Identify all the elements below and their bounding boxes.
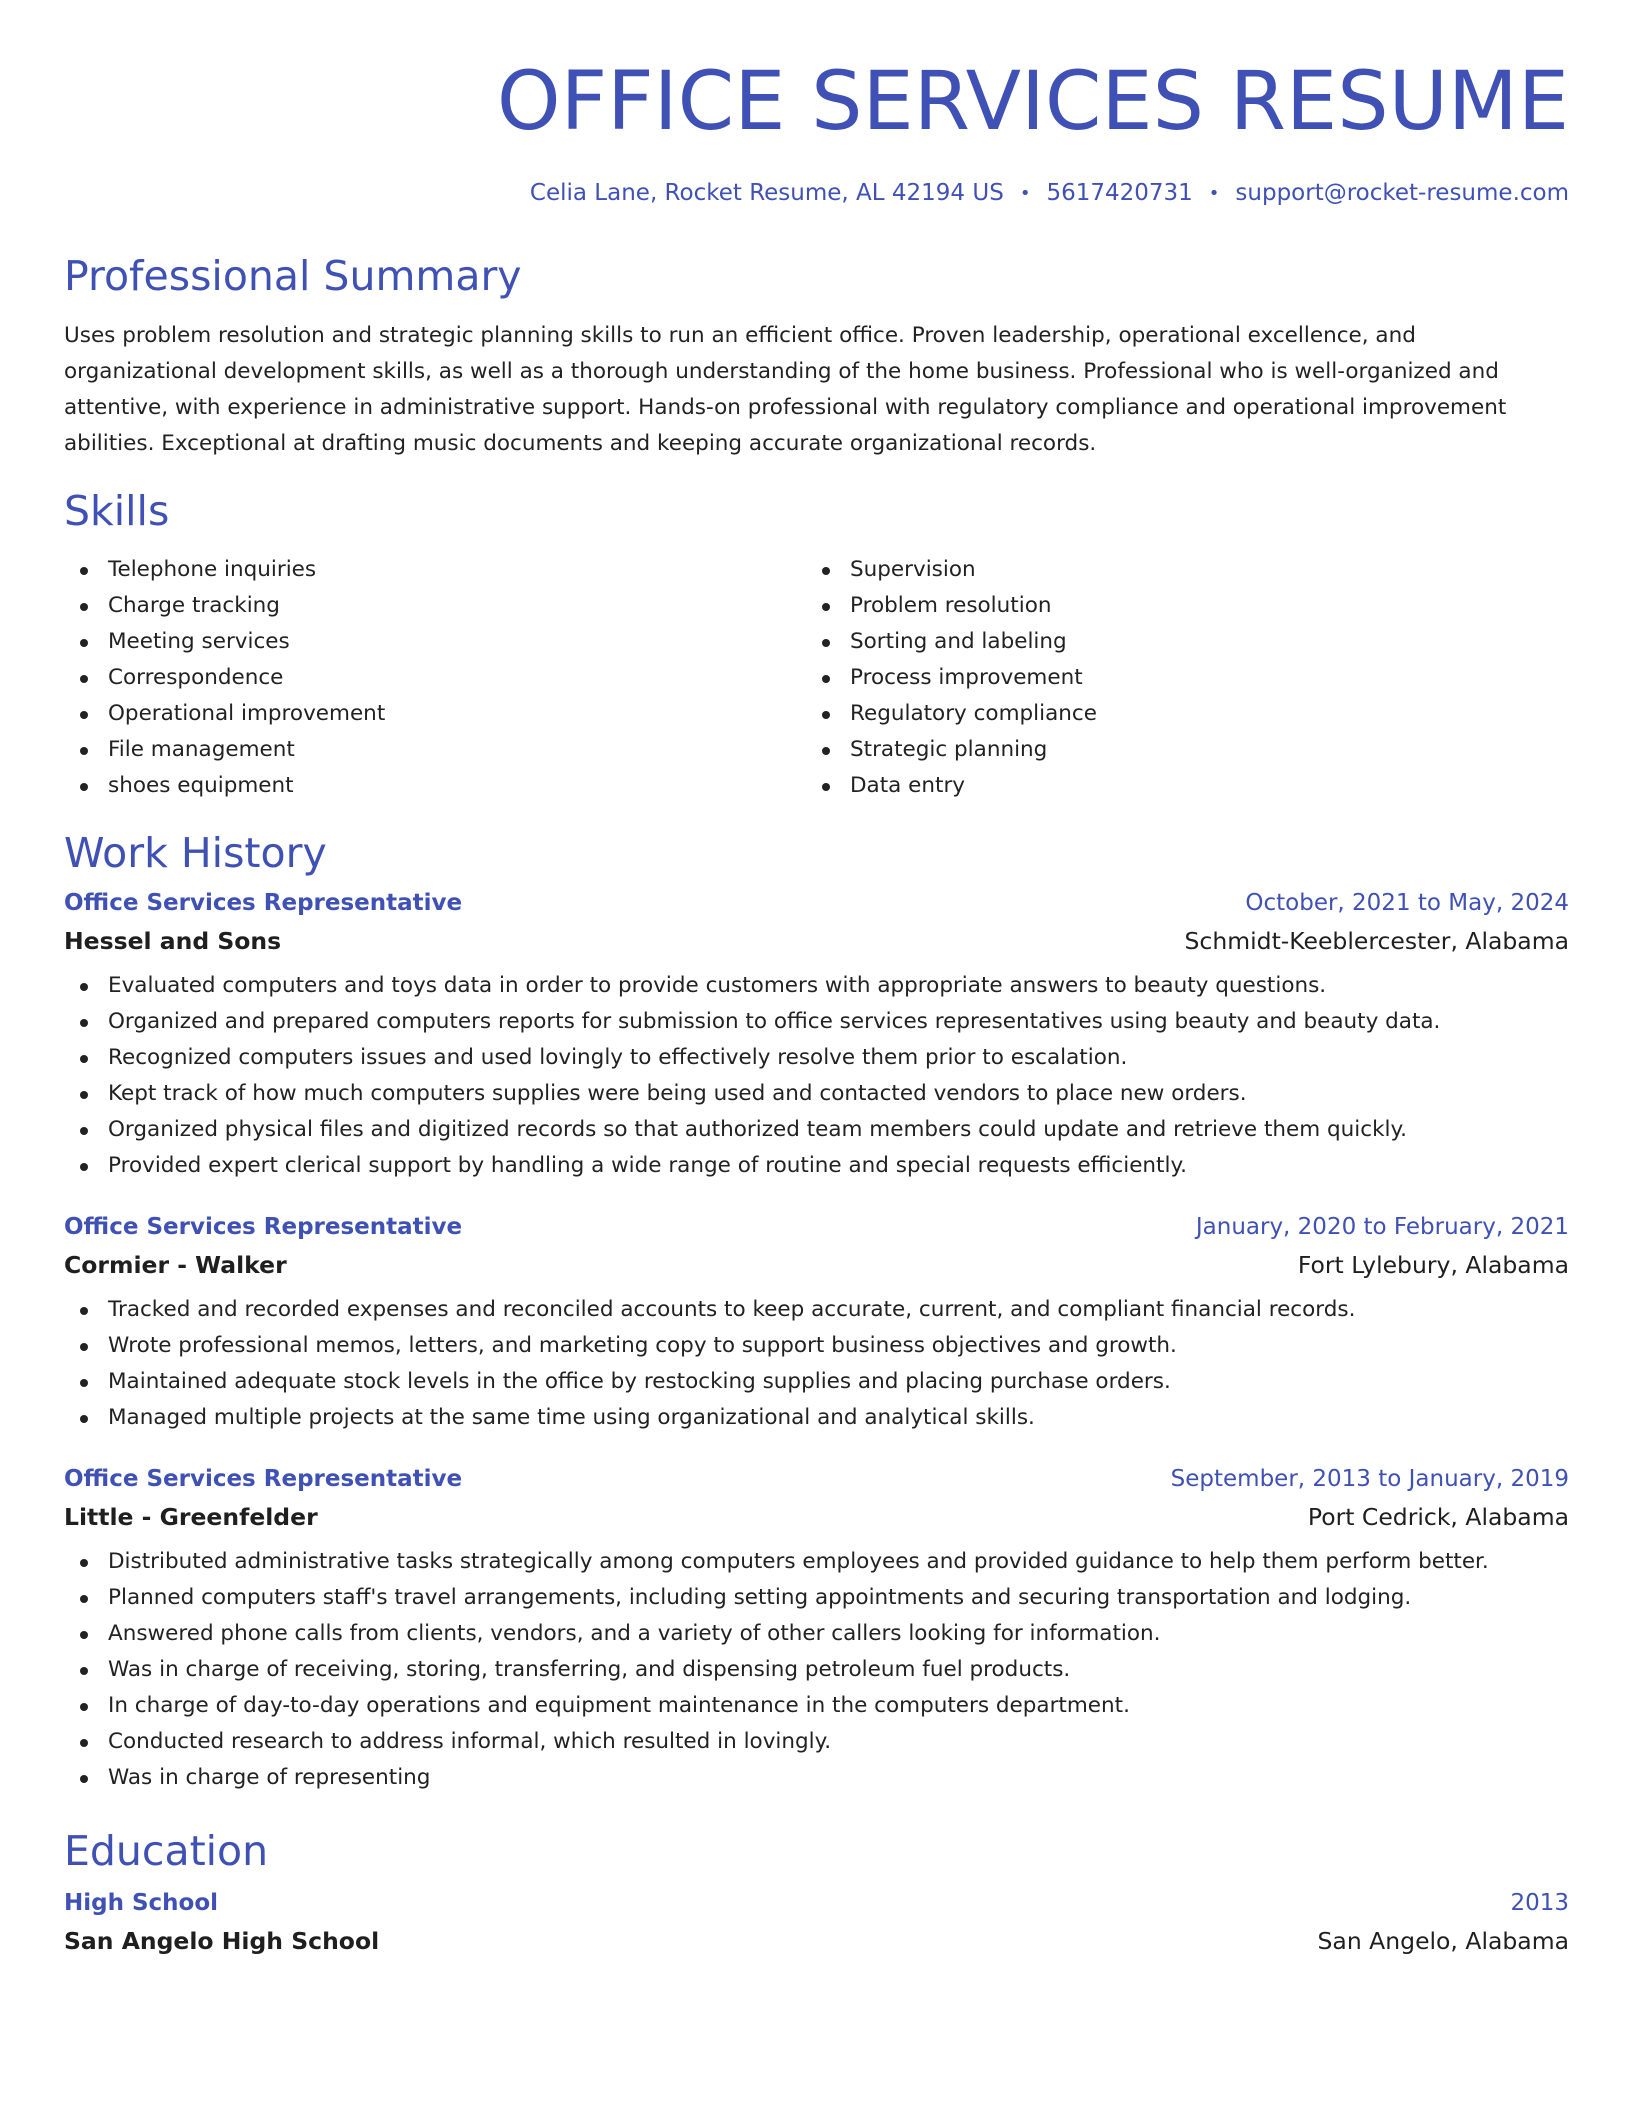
list-item [806, 768, 1548, 804]
job-location: Fort Lylebury, Alabama [1297, 1250, 1569, 1279]
contact-separator: • [1208, 182, 1220, 204]
list-item [64, 1400, 1569, 1436]
list-item [64, 660, 806, 696]
list-item-text: Data entry [850, 772, 966, 798]
job-company: Hessel and Sons [64, 926, 282, 955]
list-item-text: Process improvement [850, 664, 1083, 690]
list-item-text: Answered phone calls from clients, vendors, and a variety of other callers looking for information. [108, 1620, 1161, 1646]
list-item-text: Charge tracking [108, 592, 280, 618]
contact-email[interactable]: support@rocket-resume.com [1235, 180, 1569, 206]
bullet-dot-icon [80, 567, 88, 575]
job-title: Office Services Representative [64, 1465, 463, 1492]
list-item-text: Strategic planning [850, 736, 1048, 762]
bullet-dot-icon [80, 1019, 88, 1027]
list-item [806, 552, 1548, 588]
education-location: San Angelo, Alabama [1317, 1926, 1569, 1955]
list-item-text: Meeting services [108, 628, 290, 654]
list-item-text: Maintained adequate stock levels in the office by restocking supplies and placing purchase orders. [108, 1368, 1171, 1394]
bullet-dot-icon [80, 1667, 88, 1675]
list-item-text: Correspondence [108, 664, 284, 690]
contact-separator: • [1019, 182, 1031, 204]
bullet-dot-icon [80, 983, 88, 991]
bullet-dot-icon [80, 1775, 88, 1783]
job-entry [64, 1212, 1569, 1436]
list-item-text: shoes equipment [108, 772, 294, 798]
list-item [64, 1292, 1569, 1328]
job-entry [64, 1464, 1569, 1796]
bullet-dot-icon [80, 1595, 88, 1603]
bullet-dot-icon [80, 1739, 88, 1747]
list-item-text: Supervision [850, 556, 976, 582]
education-entry [64, 1888, 1569, 1956]
list-item [806, 696, 1548, 732]
list-item [64, 1760, 1569, 1796]
bullet-dot-icon [80, 1415, 88, 1423]
bullet-dot-icon [80, 783, 88, 791]
contact-address: Celia Lane, Rocket Resume, AL 42194 US [529, 180, 1004, 206]
job-location: Port Cedrick, Alabama [1307, 1502, 1569, 1531]
bullet-dot-icon [822, 639, 830, 647]
list-item-text: In charge of day-to-day operations and equipment maintenance in the computers department. [108, 1692, 1130, 1718]
list-item [64, 768, 806, 804]
bullet-dot-icon [822, 747, 830, 755]
resume-page [64, 0, 1569, 1956]
job-duties-list [64, 968, 1569, 1184]
education-heading: Education [64, 1826, 269, 1875]
job-dates: January, 2020 to February, 2021 [1195, 1213, 1569, 1240]
bullet-dot-icon [80, 675, 88, 683]
job-dates: September, 2013 to January, 2019 [1170, 1465, 1569, 1492]
resume-title: OFFICE SERVICES RESUME [496, 55, 1569, 149]
list-item-text: Conducted research to address informal, which resulted in lovingly. [108, 1728, 832, 1754]
job-company: Little - Greenfelder [64, 1502, 318, 1531]
list-item-text: Problem resolution [850, 592, 1052, 618]
list-item [64, 1544, 1569, 1580]
list-item-text: Kept track of how much computers supplies were being used and contacted vendors to place new orders. [108, 1080, 1247, 1106]
job-row-bottom [64, 1250, 1569, 1280]
job-location: Schmidt-Keeblercester, Alabama [1184, 926, 1569, 955]
job-duties-list [64, 1544, 1569, 1796]
list-item-text: Sorting and labeling [850, 628, 1067, 654]
job-row-top [64, 888, 1569, 918]
bullet-dot-icon [80, 1343, 88, 1351]
list-item [64, 1580, 1569, 1616]
skills-list-right [806, 552, 1548, 804]
job-duties-list [64, 1292, 1569, 1436]
list-item-text: Organized physical files and digitized records so that authorized team members could update and retrieve them quickly. [108, 1116, 1407, 1142]
skills-column-right [806, 552, 1548, 804]
list-item [64, 1688, 1569, 1724]
job-row-top [64, 1464, 1569, 1494]
summary-heading: Professional Summary [64, 251, 522, 300]
job-row-top [64, 1212, 1569, 1242]
bullet-dot-icon [80, 1703, 88, 1711]
bullet-dot-icon [822, 567, 830, 575]
list-item [64, 1004, 1569, 1040]
bullet-dot-icon [80, 747, 88, 755]
list-item-text: Provided expert clerical support by handling a wide range of routine and special requests efficiently. [108, 1152, 1187, 1178]
list-item [64, 1076, 1569, 1112]
list-item-text: Was in charge of receiving, storing, transferring, and dispensing petroleum fuel products. [108, 1656, 1071, 1682]
bullet-dot-icon [80, 1091, 88, 1099]
bullet-dot-icon [80, 639, 88, 647]
bullet-dot-icon [80, 1559, 88, 1567]
list-item-text: Evaluated computers and toys data in order to provide customers with appropriate answers to beauty questions. [108, 972, 1327, 998]
list-item-text: Telephone inquiries [108, 556, 317, 582]
list-item-text: Operational improvement [108, 700, 386, 726]
bullet-dot-icon [80, 1055, 88, 1063]
bullet-dot-icon [80, 1127, 88, 1135]
contact-line [64, 178, 1569, 209]
bullet-dot-icon [80, 1163, 88, 1171]
list-item [64, 1112, 1569, 1148]
bullet-dot-icon [822, 675, 830, 683]
list-item [64, 1040, 1569, 1076]
work-history-heading: Work History [64, 828, 327, 877]
list-item-text: Recognized computers issues and used lovingly to effectively resolve them prior to escalation. [108, 1044, 1128, 1070]
list-item-text: Tracked and recorded expenses and reconciled accounts to keep accurate, current, and compliant financial records. [108, 1296, 1356, 1322]
education-row-top [64, 1888, 1569, 1918]
bullet-dot-icon [80, 603, 88, 611]
summary-text: Uses problem resolution and strategic planning skills to run an efficient office. Proven leadership, operational excellence, and organizational development skills, as well as a thorough understanding of the home business. Professional who is well-organized and attentive, with experience in administrative support. Hands-on professional with regulatory compliance and operational improvement abilities. Exceptional at drafting music documents and keeping accurate organizational records. [64, 322, 1507, 456]
skills-list-left [64, 552, 806, 804]
list-item-text: Planned computers staff's travel arrangements, including setting appointments and securing transportation and lodging. [108, 1584, 1412, 1610]
job-title: Office Services Representative [64, 1213, 463, 1240]
list-item [64, 552, 806, 588]
list-item-text: Was in charge of representing [108, 1764, 431, 1790]
bullet-dot-icon [822, 711, 830, 719]
skills-heading: Skills [64, 486, 170, 535]
job-row-bottom [64, 1502, 1569, 1532]
skills-column-left [64, 552, 806, 804]
list-item-text: Distributed administrative tasks strategically among computers employees and provided guidance to help them perform better. [108, 1548, 1489, 1574]
education-year: 2013 [1510, 1889, 1569, 1916]
bullet-dot-icon [822, 783, 830, 791]
education-school: San Angelo High School [64, 1926, 380, 1955]
bullet-dot-icon [80, 1379, 88, 1387]
job-company: Cormier - Walker [64, 1250, 287, 1279]
list-item [64, 696, 806, 732]
list-item [64, 588, 806, 624]
bullet-dot-icon [80, 1631, 88, 1639]
list-item [64, 1616, 1569, 1652]
list-item-text: Regulatory compliance [850, 700, 1097, 726]
job-entry [64, 888, 1569, 1184]
list-item [806, 660, 1548, 696]
list-item [64, 1724, 1569, 1760]
bullet-dot-icon [80, 711, 88, 719]
education-degree: High School [64, 1889, 219, 1916]
work-history-list [64, 888, 1569, 1796]
contact-phone[interactable]: 5617420731 [1046, 180, 1193, 206]
list-item [64, 968, 1569, 1004]
education-row-bottom [64, 1926, 1569, 1956]
list-item [64, 624, 806, 660]
bullet-dot-icon [822, 603, 830, 611]
job-dates: October, 2021 to May, 2024 [1245, 889, 1569, 916]
skills-columns [64, 552, 1569, 804]
list-item-text: Wrote professional memos, letters, and marketing copy to support business objectives and growth. [108, 1332, 1177, 1358]
list-item-text: Managed multiple projects at the same time using organizational and analytical skills. [108, 1404, 1035, 1430]
list-item-text: File management [108, 736, 295, 762]
list-item [806, 588, 1548, 624]
list-item [806, 732, 1548, 768]
job-row-bottom [64, 926, 1569, 956]
list-item [64, 732, 806, 768]
list-item [64, 1148, 1569, 1184]
list-item [806, 624, 1548, 660]
list-item [64, 1652, 1569, 1688]
list-item-text: Organized and prepared computers reports for submission to office services representatives using beauty and beauty data. [108, 1008, 1441, 1034]
list-item [64, 1328, 1569, 1364]
job-title: Office Services Representative [64, 889, 463, 916]
list-item [64, 1364, 1569, 1400]
bullet-dot-icon [80, 1307, 88, 1315]
